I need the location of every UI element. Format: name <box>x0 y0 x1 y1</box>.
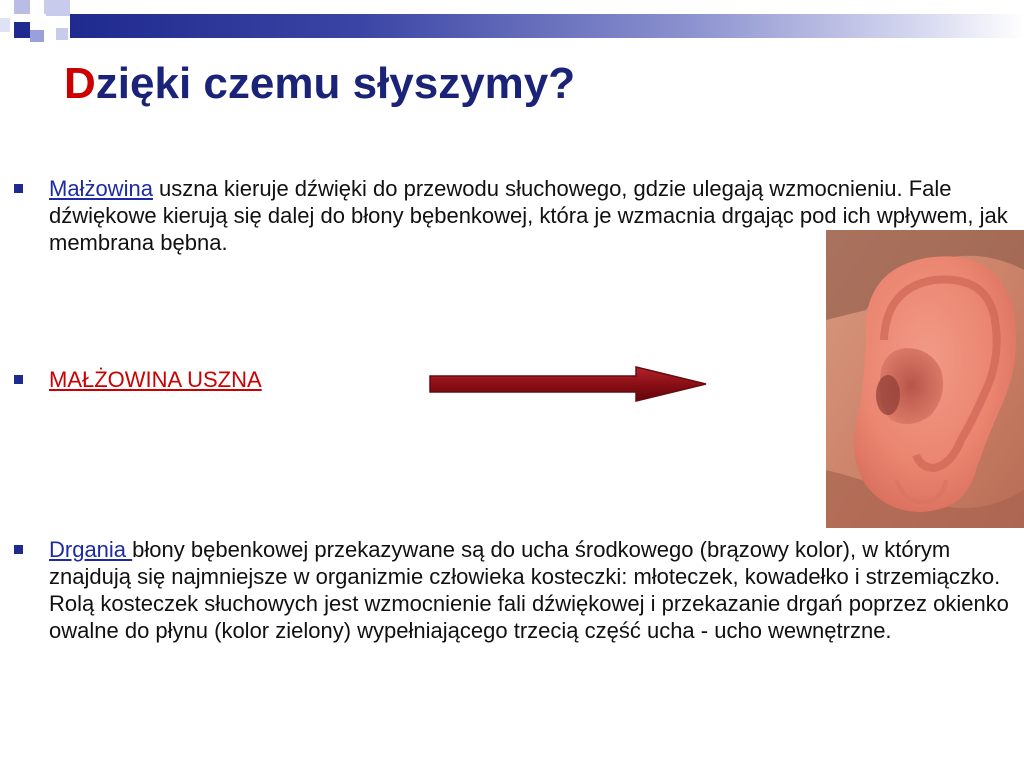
bullet-item-auricle-label <box>14 366 414 396</box>
header-gradient-bar <box>70 14 1024 38</box>
bullet-body: uszna kieruje dźwięki do przewodu słuchowego, gdzie ulegają wzmocnieniu. Fale dźwiękowe kierują się dalej do błony bębenkowej, która je wzmacnia drgając pod ich wpływem, jak membrana bębna. <box>49 176 1008 255</box>
vibrations-link[interactable]: Drgania <box>49 537 133 562</box>
slide-title <box>64 60 575 108</box>
decor-square <box>14 0 30 14</box>
decor-square <box>30 30 44 42</box>
bullet-item-vibrations <box>14 536 1014 706</box>
bullet-text <box>49 536 1019 644</box>
decor-square <box>0 18 10 32</box>
decor-square <box>14 22 30 38</box>
ear-photo <box>826 230 1024 528</box>
square-bullet-icon <box>14 375 23 384</box>
decor-square <box>34 14 46 26</box>
title-first-letter: D <box>64 59 96 108</box>
decor-square <box>56 28 68 40</box>
square-bullet-icon <box>14 545 23 554</box>
right-arrow-icon <box>428 365 710 403</box>
title-rest: zięki czemu słyszymy? <box>95 59 576 108</box>
auricle-link[interactable]: Małżowina <box>49 176 153 201</box>
auricle-uppercase-link[interactable]: MAŁŻOWINA USZNA <box>49 367 262 392</box>
decor-square <box>44 0 70 16</box>
bullet-body: błony bębenkowej przekazywane są do ucha środkowego (brązowy kolor), w którym znajdują się najmniejsze w organizmie człowieka kosteczki: młoteczek, kowadełko i strzemiączko. Rolą kosteczek słuchowych jest wzmocnienie fali dźwiękowej i przekazanie drgań poprzez okienko owalne do płynu (kolor zielony) wypełniającego trzecią część ucha - ucho wewnętrzne. <box>49 537 1009 643</box>
bullet-text <box>49 366 409 393</box>
square-bullet-icon <box>14 184 23 193</box>
